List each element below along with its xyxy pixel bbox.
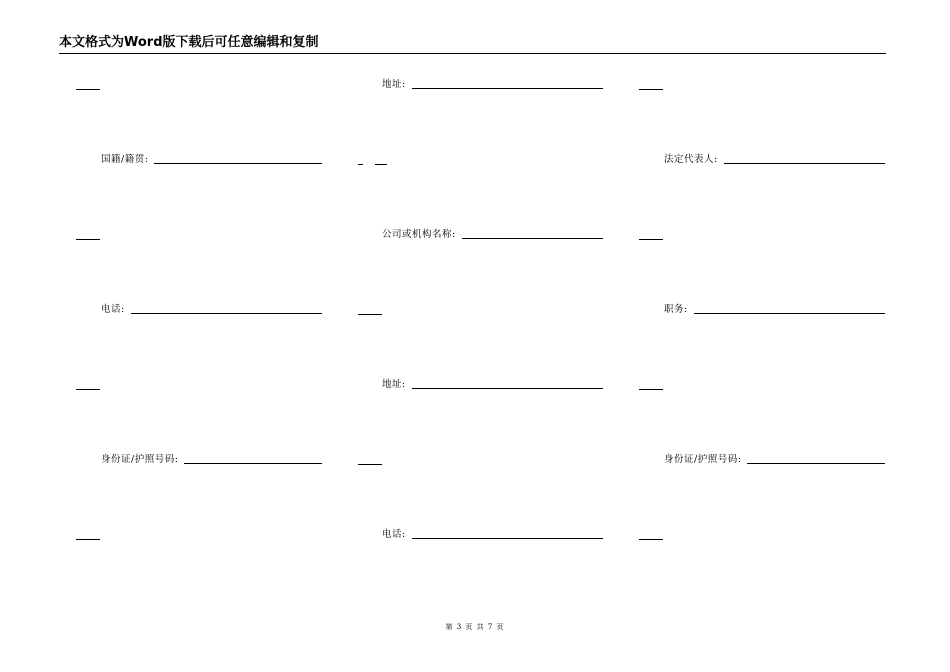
phone-input-line[interactable] — [131, 313, 322, 314]
company-name-input-line[interactable] — [462, 238, 603, 239]
blank-line[interactable] — [639, 89, 663, 90]
blank-line-short[interactable] — [375, 164, 387, 165]
blank-line[interactable] — [639, 389, 663, 390]
blank-line[interactable] — [358, 464, 382, 465]
blank-line[interactable] — [639, 539, 663, 540]
id-passport-label-2: 身份证/护照号码: — [664, 454, 742, 465]
nationality-field[interactable] — [101, 151, 322, 167]
blank-line[interactable] — [76, 239, 100, 240]
position-label: 职务: — [664, 304, 688, 315]
legal-representative-field[interactable] — [664, 151, 885, 167]
address-field[interactable] — [382, 76, 603, 92]
id-passport-input-line[interactable] — [184, 463, 322, 464]
id-passport-input-line-2[interactable] — [747, 463, 885, 464]
address-field-2[interactable] — [382, 376, 603, 392]
nationality-input-line[interactable] — [154, 163, 322, 164]
phone-label-2: 电话: — [382, 529, 406, 540]
company-name-field[interactable] — [382, 226, 603, 242]
address-label: 地址: — [382, 79, 406, 90]
company-name-label: 公司或机构名称: — [382, 229, 456, 240]
address-input-line-2[interactable] — [412, 388, 603, 389]
phone-input-line-2[interactable] — [412, 538, 603, 539]
id-passport-label: 身份证/护照号码: — [101, 454, 179, 465]
address-label-2: 地址: — [382, 379, 406, 390]
position-input-line[interactable] — [694, 313, 885, 314]
address-input-line[interactable] — [412, 88, 603, 89]
nationality-label: 国籍/籍贯: — [101, 154, 149, 165]
blank-line-short[interactable] — [358, 164, 363, 165]
id-passport-field-2[interactable] — [664, 451, 885, 467]
blank-line[interactable] — [639, 239, 663, 240]
blank-line[interactable] — [358, 314, 382, 315]
blank-line[interactable] — [76, 539, 100, 540]
phone-field[interactable] — [101, 301, 322, 317]
legal-representative-label: 法定代表人: — [664, 154, 718, 165]
phone-field-2[interactable] — [382, 526, 603, 542]
blank-line[interactable] — [76, 389, 100, 390]
phone-label: 电话: — [101, 304, 125, 315]
position-field[interactable] — [664, 301, 885, 317]
page-header — [59, 34, 886, 54]
blank-line[interactable] — [76, 89, 100, 90]
page-number: 第 3 页 共 7 页 — [445, 623, 505, 631]
id-passport-field[interactable] — [101, 451, 322, 467]
legal-representative-input-line[interactable] — [724, 163, 885, 164]
header-title: 本文格式为Word版下载后可任意编辑和复制 — [59, 35, 319, 50]
